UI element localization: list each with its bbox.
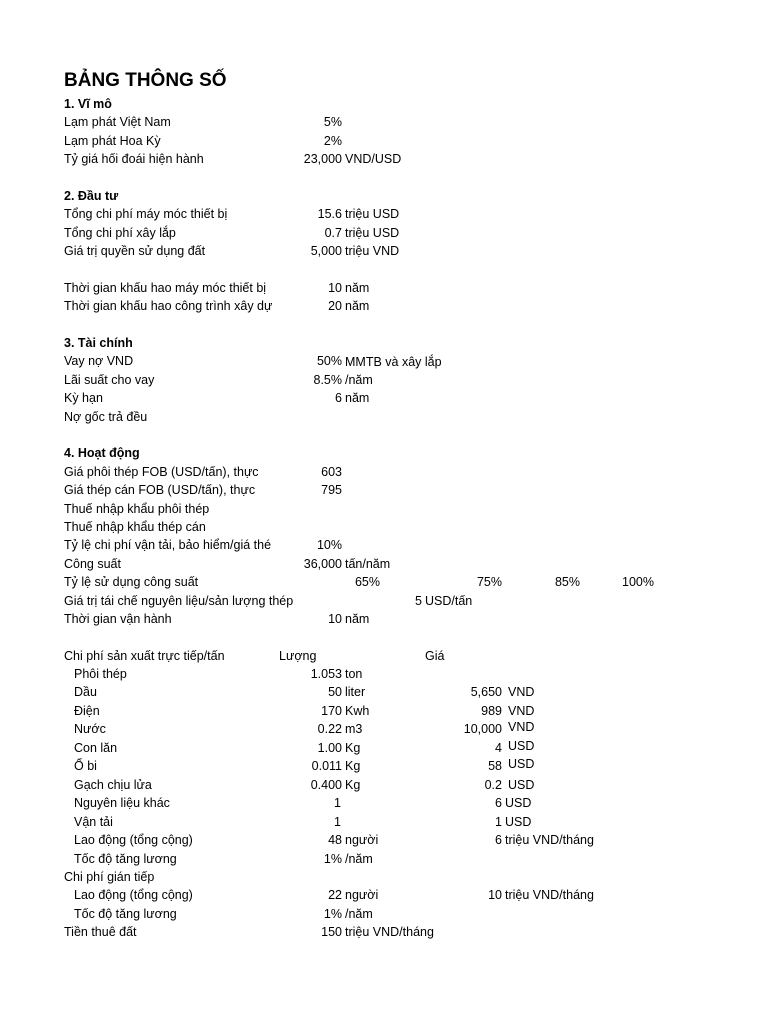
row-unit: VND/USD xyxy=(345,152,402,166)
row-unit: USD/tấn xyxy=(425,594,473,608)
row-value: 2% xyxy=(323,134,342,148)
row-label: Giá phôi thép FOB (USD/tấn), thực xyxy=(64,465,259,479)
row-label: Kỳ hạn xyxy=(64,391,103,405)
cost-price: 0.2 xyxy=(484,778,502,792)
cost-row xyxy=(0,665,768,683)
row-value: 10 xyxy=(328,281,342,295)
row-unit: tấn/năm xyxy=(345,557,391,571)
row-value: 5% xyxy=(323,115,342,129)
row-label: Công suất xyxy=(64,557,121,571)
row-label: Lạm phát Việt Nam xyxy=(64,115,171,129)
section-heading-label: 1. Vĩ mô xyxy=(64,97,112,111)
row-label: Giá trị quyền sử dụng đất xyxy=(64,244,206,258)
column-header-quantity: Lượng xyxy=(279,649,317,663)
cost-qty: 1% xyxy=(323,907,342,921)
cost-qty-unit: m3 xyxy=(345,722,363,736)
table-row xyxy=(0,555,768,573)
section-heading-operations xyxy=(0,444,768,462)
row-label: Tiền thuê đất xyxy=(64,925,137,939)
row-label: Thuế nhập khẩu phôi thép xyxy=(64,502,210,516)
cost-qty: 1 xyxy=(334,796,341,810)
cost-price: 1 xyxy=(495,815,502,829)
cost-price-unit: VND xyxy=(508,720,535,734)
table-row xyxy=(0,500,768,518)
column-header-price: Giá xyxy=(425,649,445,663)
indirect-costs-heading: Chi phí gián tiếp xyxy=(64,870,155,884)
row-label: Tổng chi phí máy móc thiết bị xyxy=(64,207,228,221)
table-row xyxy=(0,150,768,168)
cost-qty: 50 xyxy=(328,685,342,699)
row-label: Tổng chi phí xây lắp xyxy=(64,226,176,240)
table-row xyxy=(0,242,768,260)
cost-label: Điện xyxy=(74,704,100,718)
cost-label: Tốc độ tăng lương xyxy=(74,852,177,866)
cost-row xyxy=(0,794,768,812)
cost-price-unit: USD xyxy=(508,739,535,753)
utilization-value: 100% xyxy=(622,575,654,589)
cost-price: 4 xyxy=(495,741,502,755)
cost-qty-unit: liter xyxy=(345,685,366,699)
row-label: Thời gian khấu hao máy móc thiết bị xyxy=(64,281,267,295)
cost-label: Vận tải xyxy=(74,815,113,829)
cost-price: 5,650 xyxy=(470,685,502,699)
cost-label: Ổ bi xyxy=(74,759,97,773)
row-value: 20 xyxy=(328,299,342,313)
row-value: 8.5% xyxy=(313,373,342,387)
cost-row xyxy=(0,683,768,701)
cost-label: Lao động (tổng cộng) xyxy=(74,888,193,902)
cost-qty-unit: Kg xyxy=(345,741,361,755)
row-label: Thuế nhập khẩu thép cán xyxy=(64,520,206,534)
cost-qty-unit: /năm xyxy=(345,907,373,921)
cost-price-unit: USD xyxy=(505,796,532,810)
row-label: Tỷ giá hối đoái hiện hành xyxy=(64,152,204,166)
table-row xyxy=(0,573,768,591)
cost-price-unit: triệu VND/tháng xyxy=(505,888,594,902)
cost-qty-unit: Kg xyxy=(345,778,361,792)
direct-costs-heading: Chi phí sản xuất trực tiếp/tấn xyxy=(64,649,225,663)
table-row xyxy=(0,536,768,554)
row-unit: triệu VND xyxy=(345,244,400,258)
row-unit: năm xyxy=(345,299,370,313)
row-label: Tỷ lệ chi phí vận tải, bảo hiểm/giá thé xyxy=(64,538,272,552)
section-heading-label: 2. Đầu tư xyxy=(64,189,119,203)
utilization-value: 85% xyxy=(554,575,580,589)
cost-label: Phôi thép xyxy=(74,667,127,681)
cost-price-unit: VND xyxy=(508,685,535,699)
table-row xyxy=(0,205,768,223)
row-label: Vay nợ VND xyxy=(64,354,134,368)
direct-costs-header xyxy=(0,647,768,665)
utilization-value: 65% xyxy=(354,575,380,589)
row-unit: năm xyxy=(345,391,370,405)
table-row xyxy=(0,481,768,499)
cost-label: Nguyên liệu khác xyxy=(74,796,170,810)
row-value: 5 xyxy=(415,594,422,608)
cost-price-unit: USD xyxy=(508,778,535,792)
cost-row xyxy=(0,905,768,923)
cost-qty-unit: ton xyxy=(345,667,363,681)
row-value: 36,000 xyxy=(303,557,342,571)
section-heading-macro xyxy=(0,95,768,113)
row-value: 6 xyxy=(335,391,342,405)
cost-price-unit: USD xyxy=(505,815,532,829)
cost-qty-unit: /năm xyxy=(345,852,373,866)
cost-qty: 1.053 xyxy=(310,667,342,681)
row-value: 15.6 xyxy=(317,207,342,221)
cost-price-unit: VND xyxy=(508,704,535,718)
row-label: Giá trị tái chế nguyên liệu/sản lượng thép xyxy=(64,594,294,608)
land-rent-row xyxy=(0,923,768,941)
cost-row xyxy=(0,831,768,849)
cost-row xyxy=(0,739,768,757)
cost-qty: 170 xyxy=(321,704,342,718)
cost-qty: 1 xyxy=(334,815,341,829)
row-unit: /năm xyxy=(345,373,373,387)
table-row xyxy=(0,224,768,242)
cost-row xyxy=(0,850,768,868)
cost-row xyxy=(0,813,768,831)
cost-price: 6 xyxy=(495,833,502,847)
row-value: 5,000 xyxy=(310,244,342,258)
table-row xyxy=(0,279,768,297)
cost-qty-unit: Kwh xyxy=(345,704,370,718)
table-row xyxy=(0,371,768,389)
row-unit: triệu USD xyxy=(345,226,400,240)
table-row xyxy=(0,297,768,315)
section-heading-label: 3. Tài chính xyxy=(64,336,133,350)
cost-qty: 22 xyxy=(328,888,342,902)
cost-price: 10 xyxy=(488,888,502,902)
row-unit: năm xyxy=(345,281,370,295)
row-label: Thời gian khấu hao công trình xây dự xyxy=(64,299,273,313)
row-value: 150 xyxy=(321,925,342,939)
table-row xyxy=(0,610,768,628)
row-label: Giá thép cán FOB (USD/tấn), thực xyxy=(64,483,256,497)
table-row xyxy=(0,132,768,150)
cost-qty: 48 xyxy=(328,833,342,847)
cost-row xyxy=(0,757,768,775)
row-unit: triệu USD xyxy=(345,207,400,221)
cost-label: Dầu xyxy=(74,685,97,699)
table-row xyxy=(0,352,768,370)
cost-price: 6 xyxy=(495,796,502,810)
cost-qty: 0.400 xyxy=(310,778,342,792)
section-heading-finance xyxy=(0,334,768,352)
row-value: 795 xyxy=(321,483,342,497)
cost-qty: 1% xyxy=(323,852,342,866)
cost-qty-unit: người xyxy=(345,833,379,847)
row-unit: năm xyxy=(345,612,370,626)
table-row xyxy=(0,518,768,536)
row-value: 50% xyxy=(316,354,342,368)
row-label: Thời gian vận hành xyxy=(64,612,172,626)
cost-label: Nước xyxy=(74,722,106,736)
cost-row xyxy=(0,720,768,738)
table-row xyxy=(0,113,768,131)
cost-label: Gạch chịu lửa xyxy=(74,778,152,792)
table-row xyxy=(0,463,768,481)
row-label: Lãi suất cho vay xyxy=(64,373,155,387)
row-label: Nợ gốc trả đều xyxy=(64,410,148,424)
section-heading-investment xyxy=(0,187,768,205)
cost-row xyxy=(0,886,768,904)
cost-label: Lao động (tổng cộng) xyxy=(74,833,193,847)
table-row xyxy=(0,592,768,610)
cost-label: Tốc độ tăng lương xyxy=(74,907,177,921)
row-value: 0.7 xyxy=(324,226,342,240)
cost-row xyxy=(0,702,768,720)
cost-qty-unit: Kg xyxy=(345,759,361,773)
row-value: 603 xyxy=(321,465,342,479)
cost-qty: 1.00 xyxy=(317,741,342,755)
row-unit: MMTB và xây lắp xyxy=(345,355,442,369)
row-value: 10 xyxy=(328,612,342,626)
row-value: 10% xyxy=(316,538,342,552)
table-row xyxy=(0,389,768,407)
cost-qty: 0.011 xyxy=(311,759,342,773)
utilization-value: 75% xyxy=(476,575,502,589)
row-label: Tỷ lệ sử dụng công suất xyxy=(64,575,199,589)
cost-price: 58 xyxy=(488,759,502,773)
cost-qty-unit: người xyxy=(345,888,379,902)
row-value: 23,000 xyxy=(303,152,342,166)
cost-qty: 0.22 xyxy=(317,722,342,736)
cost-price-unit: USD xyxy=(508,757,535,771)
cost-price: 10,000 xyxy=(463,722,502,736)
sheet-title: BẢNG THÔNG SỐ xyxy=(64,70,227,91)
cost-price: 989 xyxy=(481,704,502,718)
row-label: Lạm phát Hoa Kỳ xyxy=(64,134,161,148)
indirect-costs-header xyxy=(0,868,768,886)
table-row xyxy=(0,408,768,426)
row-unit: triệu VND/tháng xyxy=(345,925,434,939)
cost-row xyxy=(0,776,768,794)
cost-label: Con lăn xyxy=(74,741,118,755)
cost-price-unit: triệu VND/tháng xyxy=(505,833,594,847)
section-heading-label: 4. Hoạt động xyxy=(64,446,140,460)
